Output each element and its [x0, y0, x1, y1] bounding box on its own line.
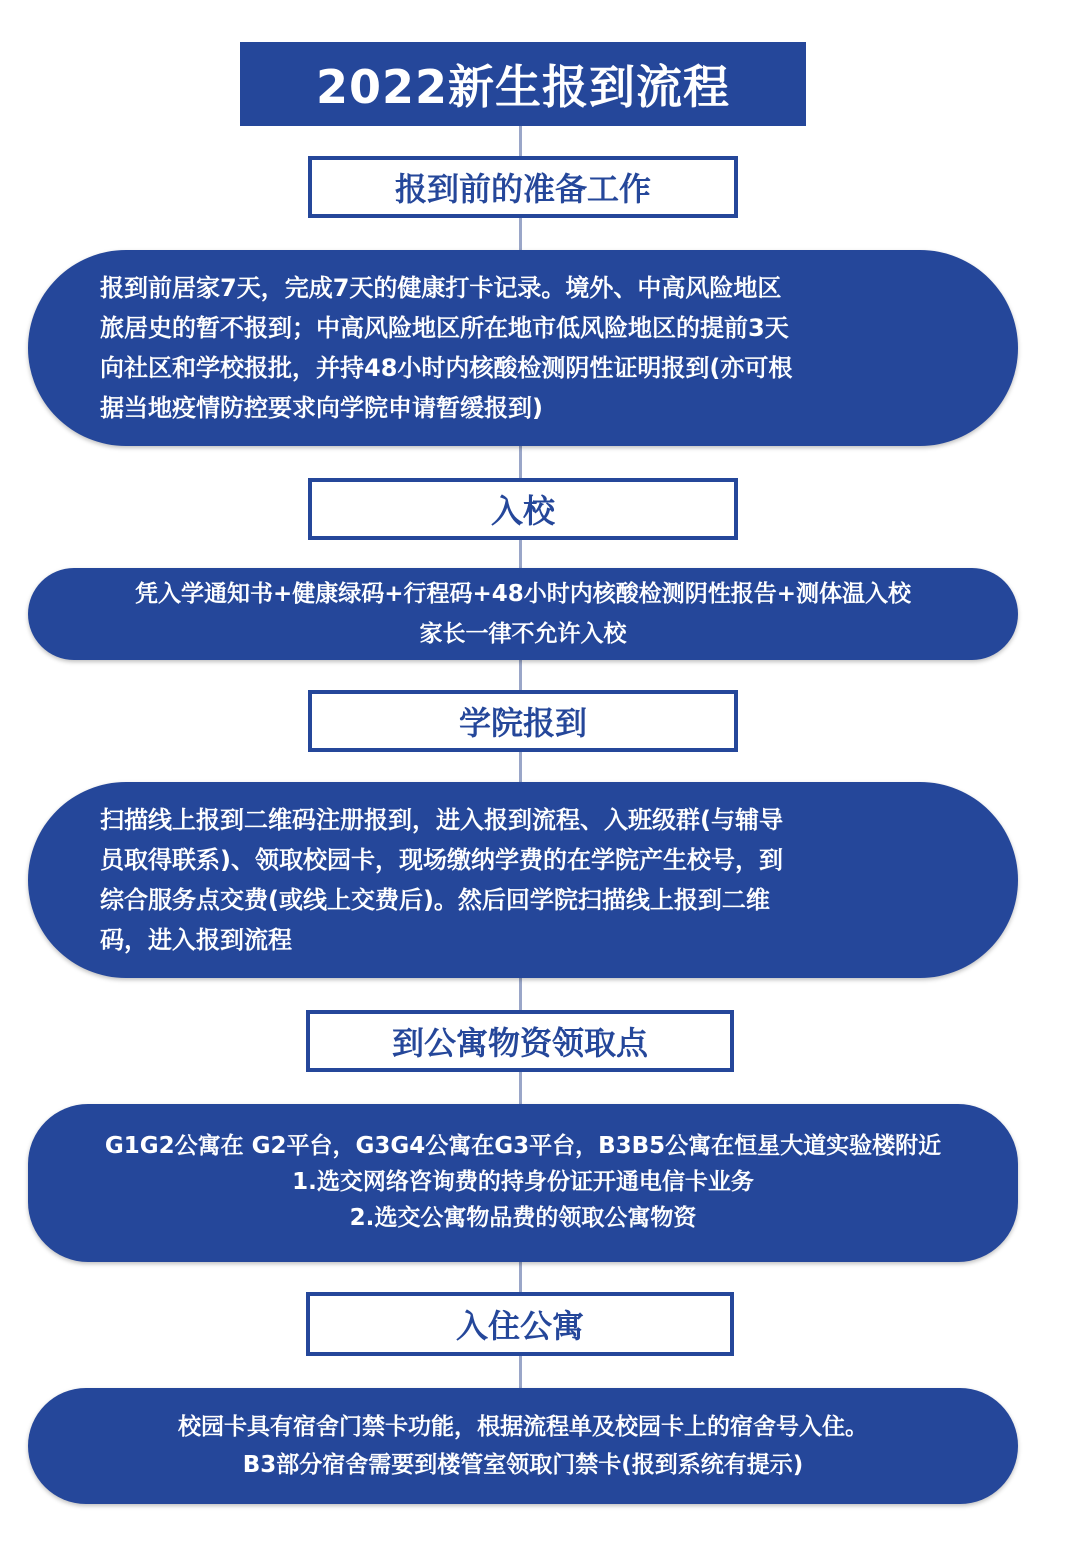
flow-connector	[519, 1072, 522, 1104]
text-line: 凭入学通知书+健康绿码+行程码+48小时内核酸检测阴性报告+测体温入校	[134, 581, 912, 607]
text-line: 2.选交公寓物品费的领取公寓物资	[349, 1205, 697, 1231]
flow-connector	[519, 1262, 522, 1292]
page-title: 2022新生报到流程	[240, 42, 806, 126]
step-header-move-in: 入住公寓	[306, 1292, 734, 1356]
step-body-preparation	[28, 250, 1018, 446]
flow-connector	[519, 540, 522, 568]
flow-connector	[519, 218, 522, 250]
step-body-enter-campus	[28, 568, 1018, 660]
flow-connector	[519, 978, 522, 1010]
text-line: 员取得联系)、领取校园卡，现场缴纳学费的在学院产生校号，到	[100, 846, 783, 874]
step-body-college-registration	[28, 782, 1018, 978]
flow-connector	[519, 446, 522, 478]
text-line: 向社区和学校报批，并持48小时内核酸检测阴性证明报到(亦可根	[100, 354, 793, 382]
text-line: 综合服务点交费(或线上交费后)。然后回学院扫描线上报到二维	[100, 886, 770, 914]
text-line: 1.选交网络咨询费的持身份证开通电信卡业务	[292, 1169, 754, 1195]
text-line: G1G2公寓在 G2平台，G3G4公寓在G3平台，B3B5公寓在恒星大道实验楼附近	[104, 1133, 942, 1159]
step-header-college-registration: 学院报到	[308, 690, 738, 752]
text-line: 据当地疫情防控要求向学院申请暂缓报到)	[100, 394, 543, 422]
step-body-move-in	[28, 1388, 1018, 1504]
text-line: 码，进入报到流程	[100, 926, 292, 954]
text-line: 扫描线上报到二维码注册报到，进入报到流程、入班级群(与辅导	[100, 806, 783, 834]
step-header-enter-campus: 入校	[308, 478, 738, 540]
flow-connector	[519, 752, 522, 782]
flow-connector	[519, 1356, 522, 1388]
text-line: 家长一律不允许入校	[419, 621, 627, 647]
flow-connector	[519, 660, 522, 690]
step-body-dorm-supplies	[28, 1104, 1018, 1262]
text-line: 报到前居家7天，完成7天的健康打卡记录。境外、中高风险地区	[100, 274, 782, 302]
step-header-preparation: 报到前的准备工作	[308, 156, 738, 218]
text-line: 校园卡具有宿舍门禁卡功能，根据流程单及校园卡上的宿舍号入住。	[178, 1414, 868, 1440]
step-header-dorm-supplies: 到公寓物资领取点	[306, 1010, 734, 1072]
text-line: 旅居史的暂不报到；中高风险地区所在地市低风险地区的提前3天	[100, 314, 789, 342]
text-line: B3部分宿舍需要到楼管室领取门禁卡(报到系统有提示)	[242, 1452, 804, 1478]
flow-connector	[519, 126, 522, 156]
